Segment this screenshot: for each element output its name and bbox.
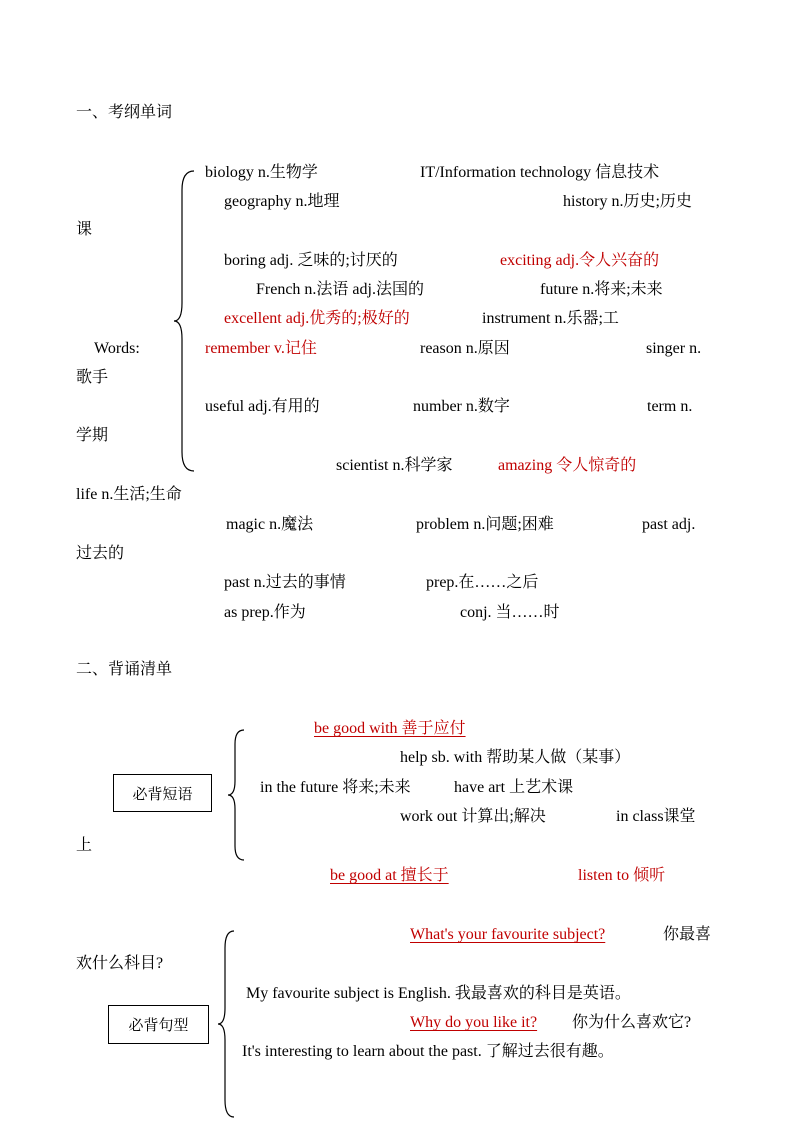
phrase-item: have art 上艺术课 xyxy=(454,779,574,796)
vocab-item: IT/Information technology 信息技术 xyxy=(420,164,660,181)
vocab-item-highlight: amazing 令人惊奇的 xyxy=(498,457,637,474)
sentences-label-box xyxy=(108,1005,209,1044)
vocab-item: French n.法语 adj.法国的 xyxy=(256,281,424,298)
vocab-item: life n.生活;生命 xyxy=(76,486,182,503)
sentence-item: 你最喜 xyxy=(663,926,712,943)
vocab-item: prep.在……之后 xyxy=(426,574,539,591)
vocab-item: term n. xyxy=(647,398,693,415)
vocab-item: instrument n.乐器;工 xyxy=(482,310,619,327)
vocab-item: reason n.原因 xyxy=(420,340,510,357)
vocab-item: problem n.问题;困难 xyxy=(416,516,554,533)
vocab-item: singer n. xyxy=(646,340,702,357)
phrase-item-highlight: listen to 倾听 xyxy=(578,867,666,884)
phrase-item: in the future 将来;未来 xyxy=(260,779,411,796)
sentence-item: 你为什么喜欢它? xyxy=(572,1014,692,1031)
sentence-item: It's interesting to learn about the past. 了解过去很有趣。 xyxy=(242,1043,614,1060)
vocab-item-highlight: remember v.记住 xyxy=(205,340,317,357)
vocab-item: number n.数字 xyxy=(413,398,510,415)
sentence-item-highlight: What's your favourite subject? xyxy=(410,926,606,943)
vocab-item: future n.将来;未来 xyxy=(540,281,663,298)
vocab-item: boring adj. 乏味的;讨厌的 xyxy=(224,252,398,269)
vocab-item: geography n.地理 xyxy=(224,193,340,210)
phrase-item: 上 xyxy=(76,837,93,854)
phrase-item-highlight: be good with 善于应付 xyxy=(314,720,466,737)
words-brace xyxy=(172,170,196,472)
sentences-label: 必背句型 xyxy=(128,1018,189,1034)
vocab-item: scientist n.科学家 xyxy=(336,457,453,474)
section2-heading: 二、背诵清单 xyxy=(76,661,173,678)
vocab-item: 学期 xyxy=(76,427,109,444)
section1-heading: 一、考纲单词 xyxy=(76,104,173,121)
phrase-item-highlight: be good at 擅长于 xyxy=(330,867,449,884)
vocab-item: 过去的 xyxy=(76,545,125,562)
sentence-item: My favourite subject is English. 我最喜欢的科目是英语。 xyxy=(246,985,631,1002)
vocab-item-highlight: excellent adj.优秀的;极好的 xyxy=(224,310,410,327)
words-label: Words: xyxy=(94,340,140,357)
vocab-item: conj. 当……时 xyxy=(460,604,560,621)
vocab-item: biology n.生物学 xyxy=(205,164,318,181)
vocab-item: history n.历史;历史 xyxy=(563,193,692,210)
vocab-item: past n.过去的事情 xyxy=(224,574,346,591)
sentence-item: 欢什么科目? xyxy=(76,955,164,972)
phrases-label: 必背短语 xyxy=(132,786,193,803)
phrases-label-box xyxy=(113,774,212,812)
sentence-item-highlight: Why do you like it? xyxy=(410,1014,538,1031)
vocab-item: 歌手 xyxy=(76,369,109,386)
vocab-item: magic n.魔法 xyxy=(226,516,314,533)
sentences-brace xyxy=(216,930,236,1118)
vocab-item: as prep.作为 xyxy=(224,604,306,621)
phrase-item: help sb. with 帮助某人做（某事） xyxy=(400,749,631,766)
phrase-item: in class课堂 xyxy=(616,808,696,825)
vocab-item-highlight: exciting adj.令人兴奋的 xyxy=(500,252,660,269)
phrases-brace xyxy=(226,729,246,861)
phrase-item: work out 计算出;解决 xyxy=(400,808,546,825)
vocab-item: past adj. xyxy=(642,516,696,533)
vocab-item: useful adj.有用的 xyxy=(205,398,320,415)
vocab-item: 课 xyxy=(76,221,93,238)
